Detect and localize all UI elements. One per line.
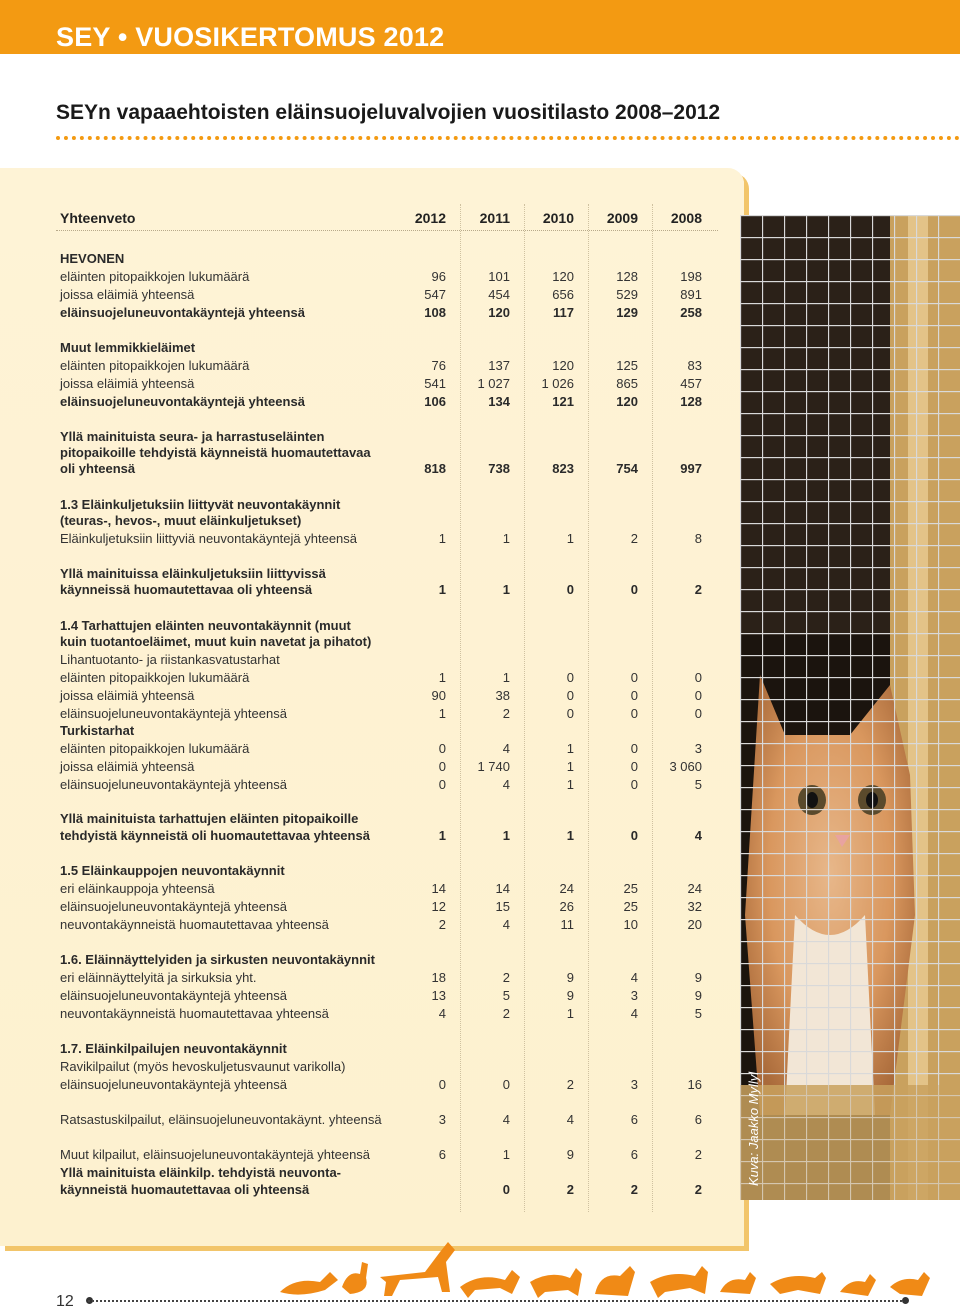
row-value: 9 [694, 988, 702, 1003]
row-label: eläinsuojeluneuvontakäyntejä yhteensä [60, 394, 305, 409]
row-value: 457 [680, 376, 702, 391]
row-value: 1 [502, 828, 510, 843]
row-value: 0 [694, 670, 702, 685]
table-row [60, 862, 720, 880]
row-value: 0 [694, 688, 702, 703]
row-value: 24 [559, 881, 574, 896]
year-header: 2011 [479, 210, 510, 226]
row-value: 24 [687, 881, 702, 896]
row-value: 4 [502, 1112, 510, 1127]
table-row [60, 581, 720, 599]
row-value: 0 [630, 828, 638, 843]
row-label: Muut lemmikkieläimet [60, 340, 196, 355]
table-row [60, 460, 720, 478]
row-value: 76 [431, 358, 446, 373]
row-label: oli yhteensä [60, 461, 136, 476]
row-label: Muut kilpailut, eläinsuojeluneuvontakäyntejä yhteensä [60, 1147, 371, 1162]
row-value: 5 [502, 988, 510, 1003]
row-value: 25 [623, 881, 638, 896]
row-value: 129 [616, 305, 638, 320]
row-value: 13 [431, 988, 446, 1003]
animal-silhouettes-decoration [250, 1232, 950, 1302]
table-row [60, 810, 720, 828]
row-value: 1 [502, 1147, 510, 1162]
row-value: 128 [616, 269, 638, 284]
table-row [60, 1040, 720, 1058]
row-value: 10 [623, 917, 638, 932]
table-row [60, 687, 720, 705]
row-label: eläinten pitopaikkojen lukumäärä [60, 670, 250, 685]
row-value: 0 [438, 759, 446, 774]
row-value: 0 [630, 741, 638, 756]
row-value: 9 [566, 988, 574, 1003]
row-value: 258 [680, 305, 702, 320]
row-value: 20 [687, 917, 702, 932]
row-label: käynneissä huomautettavaa oli yhteensä [60, 582, 313, 597]
table-row [60, 633, 720, 651]
row-value: 9 [566, 970, 574, 985]
header-underline [56, 230, 718, 231]
row-label: eläinsuojeluneuvontakäyntejä yhteensä [60, 899, 287, 914]
row-value: 6 [630, 1147, 638, 1162]
row-value: 0 [438, 1077, 446, 1092]
table-header-row [60, 209, 720, 227]
row-value: 121 [552, 394, 574, 409]
row-label: Ratsastuskilpailut, eläinsuojeluneuvontakäynt. yhteensä [60, 1112, 382, 1127]
table-row [60, 898, 720, 916]
footer-dot [902, 1297, 909, 1304]
row-value: 14 [431, 881, 446, 896]
year-header: 2008 [670, 210, 702, 226]
table-row [60, 722, 720, 740]
table-title: Yhteenveto [60, 210, 136, 226]
table-row [60, 512, 720, 530]
row-value: 128 [680, 394, 702, 409]
row-value: 0 [630, 670, 638, 685]
table-row [60, 758, 720, 776]
table-row [60, 705, 720, 723]
row-value: 2 [502, 1006, 510, 1021]
row-label: (teuras-, hevos-, muut eläinkuljetukset) [60, 513, 302, 528]
table-row [60, 268, 720, 286]
row-label: eläinsuojeluneuvontakäyntejä yhteensä [60, 988, 287, 1003]
table-row [60, 1076, 720, 1094]
row-label: Eläinkuljetuksiin liittyviä neuvontakäyntejä yhteensä [60, 531, 358, 546]
row-value: 4 [502, 741, 510, 756]
row-value: 1 [502, 531, 510, 546]
row-value: 1 [566, 777, 574, 792]
row-value: 529 [616, 287, 638, 302]
row-value: 1 [566, 741, 574, 756]
row-label: joissa eläimiä yhteensä [60, 287, 195, 302]
row-value: 134 [488, 394, 510, 409]
row-value: 96 [431, 269, 446, 284]
row-value: 6 [630, 1112, 638, 1127]
row-value: 0 [566, 706, 574, 721]
year-header: 2009 [606, 210, 638, 226]
row-value: 2 [438, 917, 446, 932]
row-value: 2 [566, 1077, 574, 1092]
table-row [60, 1111, 720, 1129]
row-value: 4 [502, 917, 510, 932]
row-value: 0 [502, 1077, 510, 1092]
row-value: 3 [630, 1077, 638, 1092]
row-value: 547 [424, 287, 446, 302]
row-value: 117 [553, 305, 574, 320]
row-value: 0 [694, 706, 702, 721]
row-label: Yllä mainituissa eläinkuljetuksiin liittyvissä [60, 566, 326, 581]
table-row [60, 357, 720, 375]
row-value: 0 [566, 670, 574, 685]
table-row [60, 339, 720, 357]
row-label: 1.7. Eläinkilpailujen neuvontakäynnit [60, 1041, 287, 1056]
row-value: 15 [495, 899, 510, 914]
row-value: 0 [630, 759, 638, 774]
row-value: 1 [438, 670, 446, 685]
row-value: 4 [502, 777, 510, 792]
table-row [60, 1146, 720, 1164]
row-value: 198 [680, 269, 702, 284]
row-label: 1.4 Tarhattujen eläinten neuvontakäynnit (muut [60, 618, 351, 633]
table-row [60, 1164, 720, 1182]
header-bar [0, 0, 960, 54]
row-value: 2 [694, 1182, 702, 1197]
table-row [60, 951, 720, 969]
row-value: 1 [566, 531, 574, 546]
row-value: 32 [687, 899, 702, 914]
row-label: kuin tuotantoeläimet, muut kuin navetat ja pihatot) [60, 634, 372, 649]
row-value: 541 [424, 376, 446, 391]
header-title: SEY • VUOSIKERTOMUS 2012 [56, 22, 445, 52]
row-value: 4 [630, 970, 638, 985]
row-value: 997 [680, 461, 702, 476]
row-label: joissa eläimiä yhteensä [60, 688, 195, 703]
table-row [60, 880, 720, 898]
row-value: 3 [438, 1112, 446, 1127]
table-row [60, 827, 720, 845]
row-value: 3 [630, 988, 638, 1003]
table-row [60, 740, 720, 758]
row-label: neuvontakäynneistä huomautettavaa yhteensä [60, 1006, 329, 1021]
table-row [60, 393, 720, 411]
row-label: eläinsuojeluneuvontakäyntejä yhteensä [60, 777, 287, 792]
row-label: HEVONEN [60, 251, 125, 266]
row-value: 0 [566, 688, 574, 703]
row-label: Lihantuotanto- ja riistankasvatustarhat [60, 652, 280, 667]
row-value: 2 [502, 706, 510, 721]
table-row [60, 250, 720, 268]
row-value: 0 [502, 1182, 510, 1197]
row-value: 6 [694, 1112, 702, 1127]
table-row [60, 987, 720, 1005]
row-value: 1 [566, 759, 574, 774]
row-label: 1.3 Eläinkuljetuksiin liittyvät neuvontakäynnit [60, 497, 341, 512]
title-dotted-divider [56, 136, 960, 140]
row-value: 4 [694, 828, 702, 843]
row-value: 454 [488, 287, 510, 302]
row-label: joissa eläimiä yhteensä [60, 376, 195, 391]
row-value: 891 [680, 287, 702, 302]
table-row [60, 304, 720, 322]
row-value: 120 [552, 269, 574, 284]
row-value: 5 [694, 1006, 702, 1021]
row-value: 0 [630, 582, 638, 597]
row-value: 0 [630, 777, 638, 792]
row-value: 823 [552, 461, 574, 476]
row-value: 4 [566, 1112, 574, 1127]
table-row [60, 530, 720, 548]
row-value: 8 [694, 531, 702, 546]
row-value: 125 [616, 358, 638, 373]
row-value: 2 [694, 582, 702, 597]
footer-dotted-line [88, 1300, 906, 1302]
row-value: 1 [438, 828, 446, 843]
row-value: 0 [438, 741, 446, 756]
row-value: 3 060 [669, 759, 702, 774]
row-value: 9 [566, 1147, 574, 1162]
row-label: tehdyistä käynneistä oli huomautettavaa yhteensä [60, 828, 370, 843]
row-value: 3 [694, 741, 702, 756]
row-value: 120 [552, 358, 574, 373]
row-value: 0 [438, 777, 446, 792]
row-value: 0 [630, 706, 638, 721]
row-label: eläinsuojeluneuvontakäyntejä yhteensä [60, 706, 287, 721]
row-value: 83 [687, 358, 702, 373]
table-row [60, 286, 720, 304]
row-value: 137 [488, 358, 510, 373]
row-label: käynneistä huomautettavaa oli yhteensä [60, 1182, 310, 1197]
row-value: 120 [488, 305, 510, 320]
row-value: 738 [488, 461, 510, 476]
row-label: 1.6. Eläinnäyttelyiden ja sirkusten neuvontakäynnit [60, 952, 375, 967]
table-row [60, 776, 720, 794]
row-value: 101 [488, 269, 510, 284]
year-header: 2010 [542, 210, 574, 226]
cat-photo [740, 215, 960, 1200]
row-label: Yllä mainituista seura- ja harrastuseläinten [60, 429, 325, 444]
row-label: eläinsuojeluneuvontakäyntejä yhteensä [60, 1077, 287, 1092]
row-value: 90 [431, 688, 446, 703]
row-label: eläinten pitopaikkojen lukumäärä [60, 358, 250, 373]
row-value: 1 [438, 582, 446, 597]
table-row [60, 1181, 720, 1199]
row-value: 1 [566, 828, 574, 843]
row-value: 5 [694, 777, 702, 792]
row-value: 106 [424, 394, 446, 409]
page-number: 12 [56, 1293, 74, 1310]
row-label: pitopaikoille tehdyistä käynneistä huomautettavaa [60, 445, 371, 460]
table-row [60, 651, 720, 669]
row-label: 1.5 Eläinkauppojen neuvontakäynnit [60, 863, 285, 878]
row-value: 4 [630, 1006, 638, 1021]
row-label: eri eläinnäyttelyitä ja sirkuksia yht. [60, 970, 257, 985]
row-value: 2 [694, 1147, 702, 1162]
row-value: 865 [616, 376, 638, 391]
year-header: 2012 [414, 210, 446, 226]
row-value: 1 [502, 582, 510, 597]
row-label: eri eläinkauppoja yhteensä [60, 881, 215, 896]
row-value: 1 740 [477, 759, 510, 774]
row-value: 754 [616, 461, 638, 476]
row-value: 108 [424, 305, 446, 320]
row-value: 11 [560, 917, 574, 932]
row-value: 16 [687, 1077, 702, 1092]
row-value: 6 [438, 1147, 446, 1162]
row-value: 1 [438, 531, 446, 546]
row-value: 18 [431, 970, 446, 985]
row-value: 1 [566, 1006, 574, 1021]
row-value: 120 [616, 394, 638, 409]
row-value: 26 [559, 899, 574, 914]
table-row [60, 969, 720, 987]
row-value: 1 [438, 706, 446, 721]
row-label: Yllä mainituista eläinkilp. tehdyistä neuvonta- [60, 1165, 342, 1180]
row-value: 9 [694, 970, 702, 985]
page-title: SEYn vapaaehtoisten eläinsuojeluvalvojien vuositilasto 2008–2012 [56, 101, 721, 124]
row-label: eläinten pitopaikkojen lukumäärä [60, 269, 250, 284]
row-value: 0 [630, 688, 638, 703]
row-value: 2 [566, 1182, 574, 1197]
row-label: Yllä mainituista tarhattujen eläinten pitopaikoille [60, 811, 359, 826]
row-value: 818 [424, 461, 446, 476]
row-label: eläinten pitopaikkojen lukumäärä [60, 741, 250, 756]
row-value: 38 [495, 688, 510, 703]
row-label: eläinsuojeluneuvontakäyntejä yhteensä [60, 305, 305, 320]
table-row [60, 1005, 720, 1023]
row-value: 1 026 [541, 376, 574, 391]
table-row [60, 669, 720, 687]
table-row [60, 916, 720, 934]
row-value: 2 [502, 970, 510, 985]
row-value: 1 [502, 670, 510, 685]
table-row [60, 375, 720, 393]
row-value: 12 [431, 899, 446, 914]
row-label: Turkistarhat [60, 723, 135, 738]
row-value: 656 [552, 287, 574, 302]
row-value: 2 [630, 1182, 638, 1197]
row-value: 25 [623, 899, 638, 914]
row-value: 2 [630, 531, 638, 546]
row-value: 0 [566, 582, 574, 597]
photo-credit: Kuva: Jaakko Myllyl [746, 1071, 761, 1186]
row-label: neuvontakäynneistä huomautettavaa yhteensä [60, 917, 329, 932]
row-value: 1 027 [477, 376, 510, 391]
table-row [60, 1058, 720, 1076]
row-value: 4 [438, 1006, 446, 1021]
row-value: 14 [495, 881, 510, 896]
row-label: Ravikilpailut (myös hevoskuljetusvaunut varikolla) [60, 1059, 346, 1074]
row-label: joissa eläimiä yhteensä [60, 759, 195, 774]
